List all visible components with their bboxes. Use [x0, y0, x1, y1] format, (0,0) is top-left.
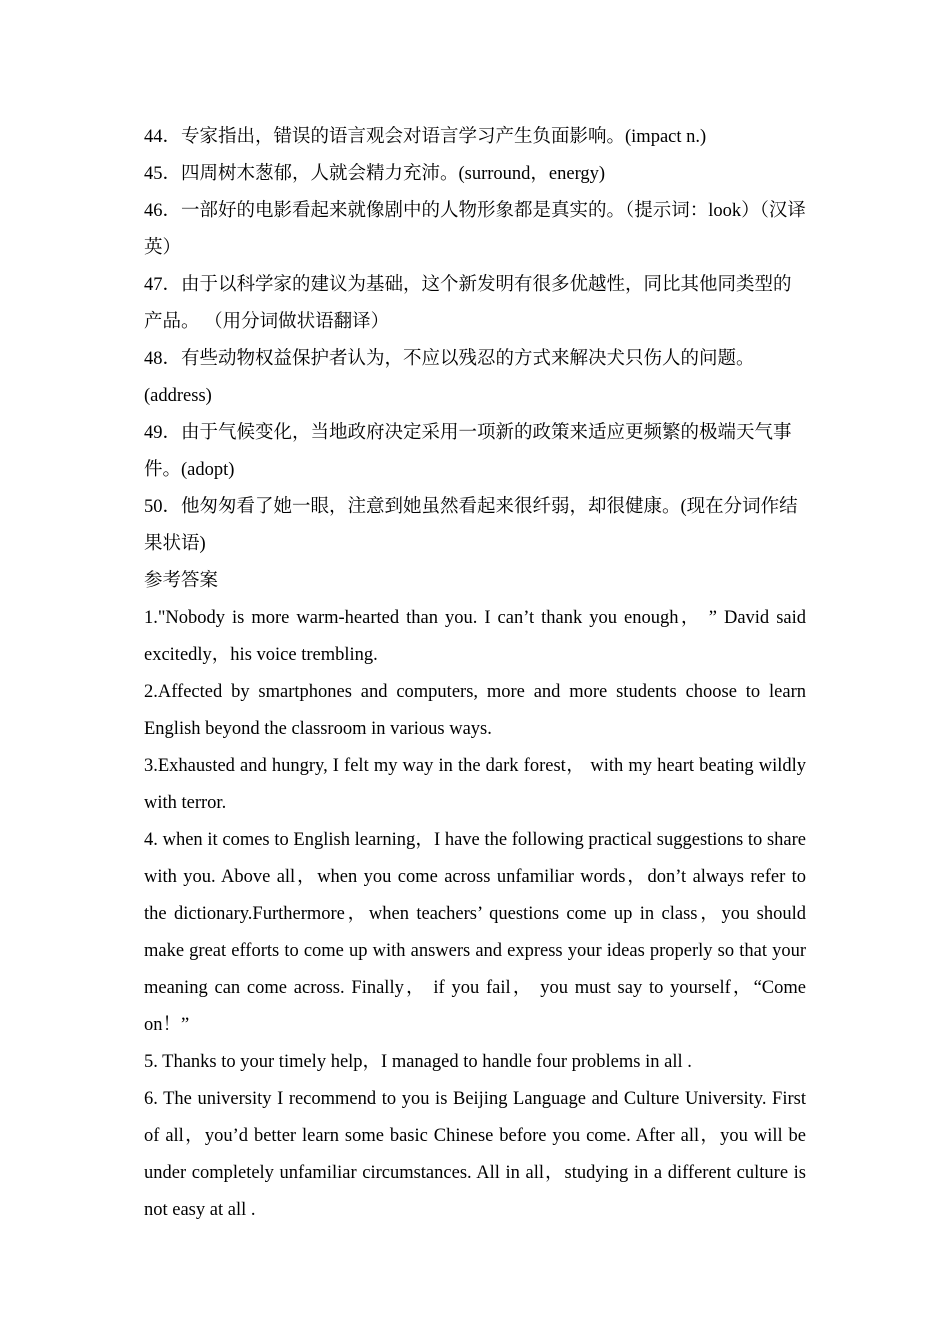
- answer-1: 1."Nobody is more warm-hearted than you. I can’t thank you enough， ” David said excitedly，his voice trembling.: [144, 608, 806, 665]
- question-44: 44．专家指出，错误的语言观会对语言学习产生负面影响。(impact n.): [144, 127, 707, 147]
- question-47: 47．由于以科学家的建议为基础，这个新发明有很多优越性，同比其他同类型的产品。 （用分词做状语翻译）: [144, 275, 792, 332]
- answers-heading: 参考答案: [144, 571, 219, 591]
- answer-4: 4. when it comes to English learning，I have the following practical suggestions to share with you. Above all，when you come across unfamiliar words，don’t always refer to the dictionary.Furthermore，when teachers’ questions come up in class，you should make great efforts to come up with answers and express your ideas properly so that your meaning can come across. Finally， if you fail， you must say to yourself，“Come on！”: [144, 830, 806, 1035]
- question-45: 45．四周树木葱郁，人就会精力充沛。(surround，energy): [144, 164, 606, 184]
- answer-6: 6. The university I recommend to you is Beijing Language and Culture University. First of all，you’d better learn some basic Chinese before you come. After all，you will be under completely unfamiliar circumstances. All in all，studying in a different culture is not easy at all .: [144, 1089, 806, 1220]
- question-50: 50．他匆匆看了她一眼，注意到她虽然看起来很纤弱，却很健康。(现在分词作结果状语): [144, 497, 798, 554]
- answer-2: 2.Affected by smartphones and computers, more and more students choose to learn English beyond the classroom in various ways.: [144, 682, 806, 739]
- answer-5: 5. Thanks to your timely help，I managed to handle four problems in all .: [144, 1052, 692, 1072]
- question-48: 48．有些动物权益保护者认为，不应以残忍的方式来解决犬只伤人的问题。(address): [144, 349, 755, 406]
- answer-3: 3.Exhausted and hungry, I felt my way in the dark forest， with my heart beating wildly with terror.: [144, 756, 806, 813]
- document-body: [144, 119, 806, 1229]
- question-49: 49．由于气候变化，当地政府决定采用一项新的政策来适应更频繁的极端天气事件。(adopt): [144, 423, 792, 480]
- question-46: 46．一部好的电影看起来就像剧中的人物形象都是真实的。（提示词：look）（汉译英）: [144, 201, 806, 258]
